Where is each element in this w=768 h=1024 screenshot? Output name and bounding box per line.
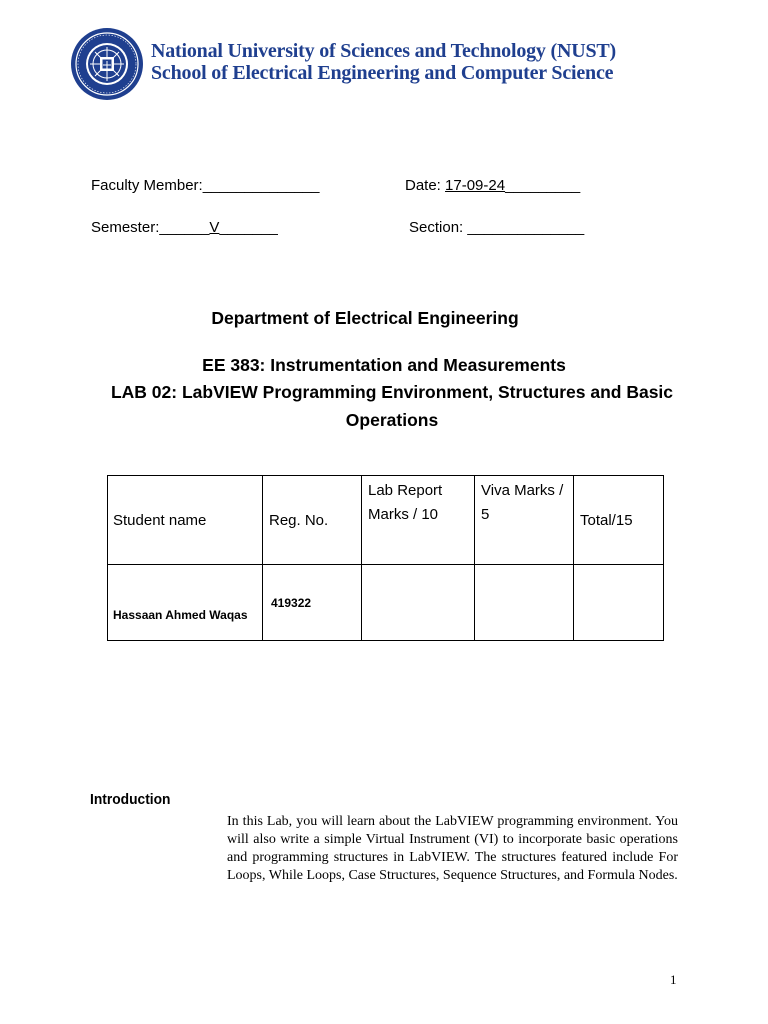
introduction-body: In this Lab, you will learn about the LabVIEW programming environment. You will also write a simple Virtual Instrument (VI) to incorporate basic operations and programming structures in LabVIEW. The structures featured include For Loops, While Loops, Case Structures, Sequence Structures, and Formula Nodes. xyxy=(227,814,678,883)
semester-label: Semester: xyxy=(91,219,160,236)
cell-total xyxy=(574,565,664,641)
lab-title-line2: Operations xyxy=(345,410,439,430)
semester-value: V xyxy=(209,219,220,236)
date-field xyxy=(405,177,580,194)
marks-table xyxy=(107,475,664,641)
semester-underline-pre: ______ xyxy=(159,219,210,236)
department-title: Department of Electrical Engineering xyxy=(211,308,519,328)
lab-title-line1: LAB 02: LabVIEW Programming Environment, Structures and Basic xyxy=(110,382,674,402)
semester-field xyxy=(91,219,278,236)
table-header-row xyxy=(108,476,664,565)
school-name: School of Electrical Engineering and Computer Science xyxy=(151,62,614,84)
cell-lab-report xyxy=(362,565,475,641)
cell-student-name: Hassaan Ahmed Waqas xyxy=(108,565,263,641)
faculty-member-value: ______________ xyxy=(202,177,320,194)
date-value: 17-09-24 xyxy=(445,177,506,194)
cell-viva xyxy=(475,565,574,641)
header-viva-marks: Viva Marks / 5 xyxy=(475,476,574,565)
table-row xyxy=(108,565,664,641)
nust-logo xyxy=(70,27,144,101)
section-value: ______________ xyxy=(467,219,585,236)
section-label: Section: xyxy=(409,219,468,236)
faculty-member-field xyxy=(91,177,320,194)
date-label: Date: xyxy=(405,177,446,194)
university-name: National University of Sciences and Technology (NUST) xyxy=(151,40,616,62)
header-reg-no: Reg. No. xyxy=(263,476,362,565)
faculty-member-label: Faculty Member: xyxy=(91,177,203,194)
section-field xyxy=(409,219,584,236)
cell-reg-no: 419322 xyxy=(263,565,362,641)
header-lab-report-marks: Lab Report Marks / 10 xyxy=(362,476,475,565)
introduction-heading: Introduction xyxy=(90,791,171,808)
semester-underline-post: _______ xyxy=(219,219,278,236)
page-number: 1 xyxy=(670,972,677,987)
course-title: EE 383: Instrumentation and Measurements xyxy=(202,355,566,375)
header-total: Total/15 xyxy=(574,476,664,565)
date-underline: _________ xyxy=(505,177,581,194)
header-student-name: Student name xyxy=(108,476,263,565)
